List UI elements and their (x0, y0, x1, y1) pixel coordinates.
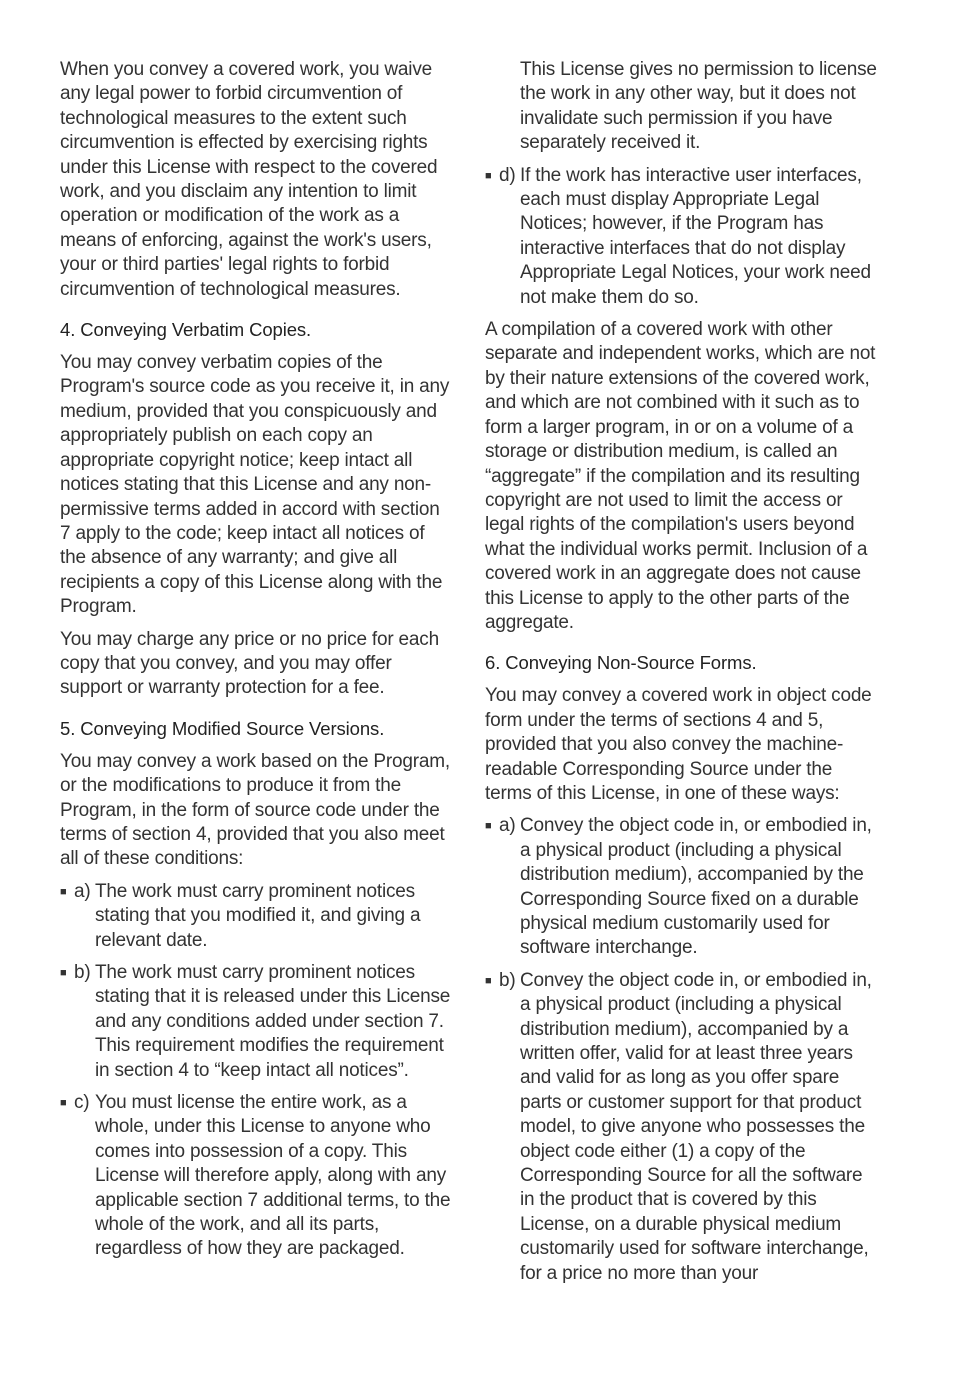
right-column (485, 58, 877, 1294)
list-item-text: The work must carry prominent notices stating that it is released under this License and any conditions added under section 7. This requirement modifies the requirement in section 4 to “keep intact all notices”. (95, 962, 451, 1081)
list-item (60, 880, 452, 953)
list-item-text: If the work has interactive user interfaces, each must display Appropriate Legal Notices; however, if the Program has interactive interfaces that do not display Appropriate Legal Notices, your work need not make them do so. (520, 164, 871, 308)
paragraph-aggregate: A compilation of a covered work with other separate and independent works, which are not by their nature extensions of the covered work, and which are not combined with it such as to form a larger program, in or on a volume of a storage or distribution medium, is called an “aggregate” if the compilation and its resulting copyright are not used to limit the access or legal rights of the compilation's users beyond what the individual works permit. Inclusion of a covered work in an aggregate does not cause this License to apply to the other parts of the aggregate. (485, 319, 876, 633)
list-item (485, 814, 877, 960)
list-marker: b) (74, 962, 91, 983)
paragraph-circumvention: When you convey a covered work, you waive any legal power to forbid circumvention of technological measures to the extent such circumvention is effected by exercising rights under this License with respect to the covered work, and you disclaim any intention to limit operation or modification of the work as a means of enforcing, against the work's users, your or third parties' legal rights to forbid circumvention of technological measures. (60, 59, 438, 300)
list-item-text: Convey the object code in, or embodied in, a physical product (including a physical distribution medium), accompanied by a written offer, valid for at least three years and valid for as long as you offer spare parts or customer support for that product model, to give anyone who possesses the object code either (1) a copy of the Corresponding Source for all the software in the product that is covered by this License, on a durable physical medium customarily used for software interchange, for a price no more than your (520, 969, 872, 1284)
bullet-icon: ■ (485, 974, 492, 987)
heading-conveying-non-source-forms: 6. Conveying Non-Source Forms. (485, 652, 757, 674)
bullet-icon: ■ (60, 967, 67, 979)
paragraph-charge-price: You may charge any price or no price for each copy that you convey, and you may offer support or warranty protection for a fee. (60, 628, 439, 699)
list-marker: d) (499, 164, 516, 186)
bullet-icon: ■ (485, 820, 492, 833)
list-item-text: You must license the entire work, as a whole, under this License to anyone who comes into possession of a copy. This License will therefore apply, along with any applicable section 7 additional terms, to the whole of the work, and all its parts, regardless of how they are packaged. (95, 1092, 451, 1260)
list-item-text: Convey the object code in, or embodied in, a physical product (including a physical distribution medium), accompanied by the Corresponding Source fixed on a durable physical medium customarily used for software interchange. (520, 815, 872, 959)
bullet-icon: ■ (60, 885, 67, 898)
list-marker: a) (499, 815, 516, 837)
list-item (60, 961, 452, 1083)
heading-conveying-verbatim-copies: 4. Conveying Verbatim Copies. (60, 319, 312, 341)
paragraph-modified-source: You may convey a work based on the Program, or the modifications to produce it from the Program, in the form of source code under the terms of section 4, provided that you also meet all of these conditions: (60, 750, 450, 870)
list-marker: a) (74, 880, 91, 902)
paragraph-non-source-forms: You may convey a covered work in object code form under the terms of sections 4 and 5, provided that you also convey the machine-readable Corresponding Source under the terms of this License, in one of these ways: (485, 685, 872, 804)
list-item-text: The work must carry prominent notices stating that you modified it, and giving a relevant date. (95, 880, 421, 951)
heading-conveying-modified-source: 5. Conveying Modified Source Versions. (60, 717, 385, 739)
bullet-icon: ■ (60, 1097, 67, 1110)
list-item (60, 1091, 452, 1262)
list-marker: c) (74, 1092, 90, 1114)
left-column (60, 58, 452, 1270)
list-item (485, 164, 877, 310)
bullet-icon: ■ (485, 169, 492, 182)
list-item-continuation: This License gives no permission to license the work in any other way, but it does not invalidate such permission if you have separately received it. (520, 59, 877, 154)
paragraph-verbatim-copies: You may convey verbatim copies of the Program's source code as you receive it, in any medium, provided that you conspicuously and appropriately publish on each copy an appropriate copyright notice; keep intact all notices stating that this License and any non-permissive terms added in accord with section 7 apply to the code; keep intact all notices of the absence of any warranty; and give all recipients a copy of this License along with the Program. (60, 352, 450, 618)
list-item (485, 969, 877, 1286)
list-marker: b) (499, 969, 516, 991)
